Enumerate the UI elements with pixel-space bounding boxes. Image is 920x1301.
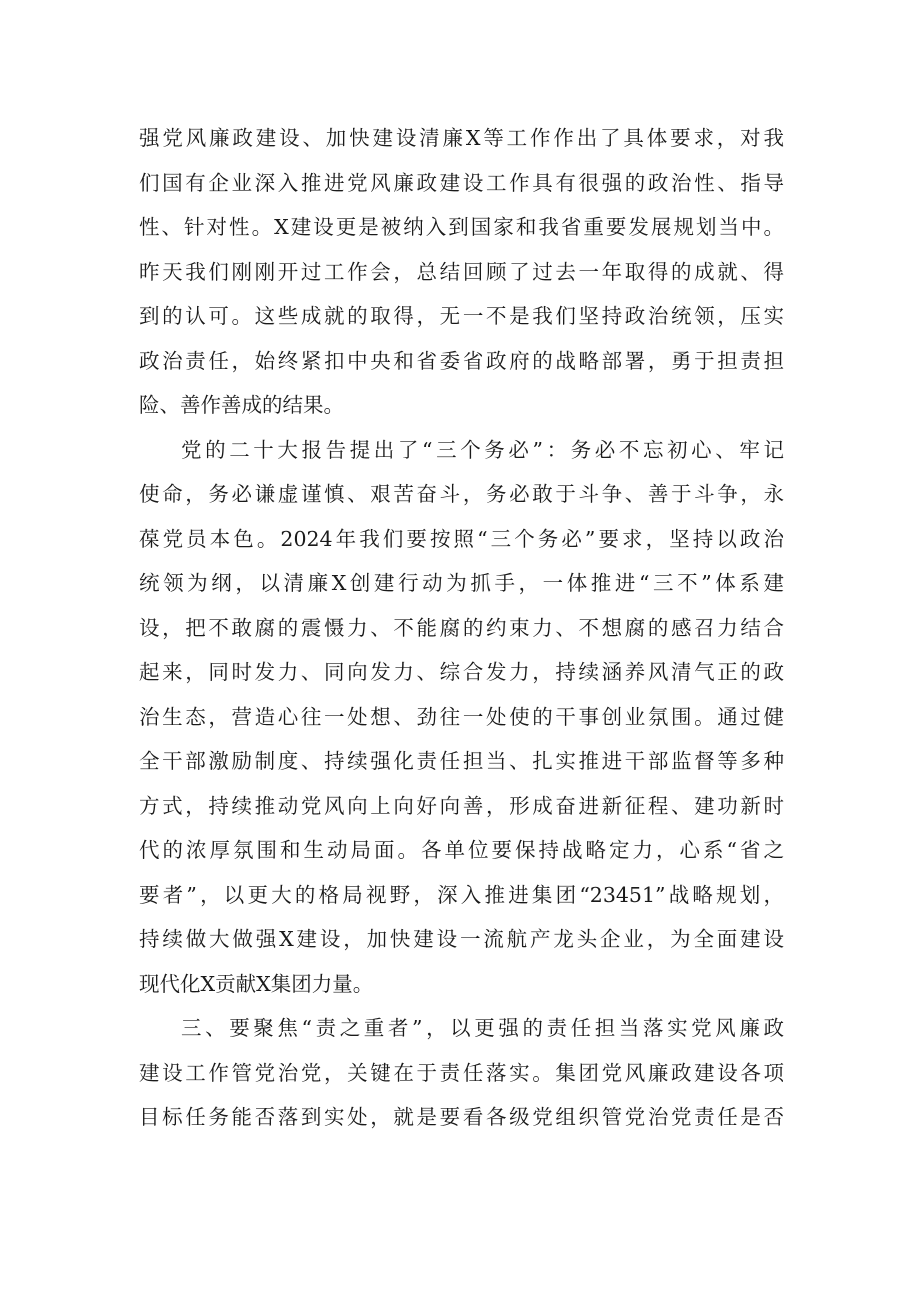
text-line: 持续做大做强X建设，加快建设一流航产龙头企业，为全面建设 (139, 927, 784, 951)
text-line: 葆党员本色。2024年我们要按照“三个务必”要求，坚持以政治 (139, 526, 784, 551)
text-line: 起来，同时发力、同向发力、综合发力，持续涵养风清气正的政 (139, 660, 784, 684)
text-line: 设，把不敢腐的震慑力、不能腐的约束力、不想腐的感召力结合 (139, 615, 784, 640)
text-line: 使命，务必谦虚谨慎、艰苦奋斗，务必敢于斗争、善于斗争，永 (139, 482, 784, 506)
text-line: 强党风廉政建设、加快建设清廉X等工作作出了具体要求，对我 (139, 126, 784, 150)
text-line: 统领为纲，以清廉X创建行动为抓手，一体推进“三不”体系建 (139, 571, 784, 595)
text-line: 现代化X贡献X集团力量。 (139, 971, 374, 996)
text-line: 建设工作管党治党，关键在于责任落实。集团党风廉政建设各项 (139, 1060, 784, 1085)
text-line: 目标任务能否落到实处，就是要看各级党组织管党治党责任是否 (139, 1105, 784, 1129)
text-line: 险、善作善成的结果。 (139, 393, 344, 417)
body-text (139, 116, 784, 1140)
text-line: 政治责任，始终紧扣中央和省委省政府的战略部署，勇于担责担 (139, 348, 784, 373)
text-line: 性、针对性。X建设更是被纳入到国家和我省重要发展规划当中。 (139, 215, 784, 239)
text-line: 昨天我们刚刚开过工作会，总结回顾了过去一年取得的成就、得 (139, 259, 784, 284)
text-line: 治生态，营造心往一处想、劲往一处使的干事创业氛围。通过健 (139, 704, 784, 729)
text-line: 们国有企业深入推进党风廉政建设工作具有很强的政治性、指导 (139, 170, 784, 195)
text-line: 党的二十大报告提出了“三个务必”：务必不忘初心、牢记 (181, 437, 784, 462)
text-line: 三、要聚焦“责之重者”，以更强的责任担当落实党风廉政 (181, 1016, 784, 1040)
text-line: 要者”，以更大的格局视野，深入推进集团“23451”战略规划， (139, 882, 784, 907)
text-line: 全干部激励制度、持续强化责任担当、扎实推进干部监督等多种 (139, 749, 784, 773)
text-line: 方式，持续推动党风向上向好向善，形成奋进新征程、建功新时 (139, 793, 784, 818)
text-line: 到的认可。这些成就的取得，无一不是我们坚持政治统领，压实 (139, 304, 784, 328)
text-line: 代的浓厚氛围和生动局面。各单位要保持战略定力，心系“省之 (139, 838, 784, 862)
